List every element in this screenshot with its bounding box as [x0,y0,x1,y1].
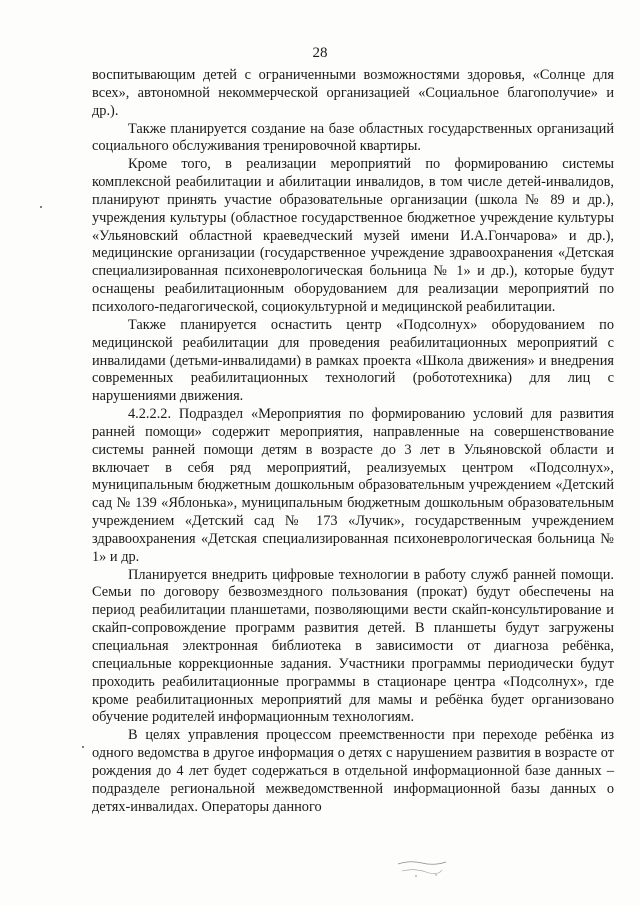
scan-speck [82,746,84,748]
scan-speck [40,206,42,208]
paragraph-5: 4.2.2.2. Подраздел «Мероприятия по формированию условий для развития ранней помощи» содержит мероприятия, направленные на совершенствование системы ранней помощи детям в возрасте до 3 лет в Ульяновской области и включает в себя ряд мероприятий, реализуемых центром «Подсолнух», муниципальным бюджетным дошкольным образовательным учреждением «Детский сад № 139 «Яблонька», муниципальным бюджетным дошкольным образовательным учреждением «Детский сад № 173 «Лучик», государственным учреждением здравоохранения «Детская специализированная психоневрологическая больница № 1» и др. [92,406,614,565]
scan-artifact [392,856,452,880]
document-body [92,67,614,816]
page-number: 28 [312,45,328,61]
paragraph-1: воспитывающим детей с ограниченными возможностями здоровья, «Солнце для всех», автономной некоммерческой организацией «Социальное благополучие» и др.). [92,67,614,119]
paragraph-3: Кроме того, в реализации мероприятий по формированию системы комплексной реабилитации и абилитации инвалидов, в том числе детей-инвалидов, планируют принять участие образовательные организации (школа № 89 и др.), учреждения культуры (областное государственное бюджетное учреждение культуры «Ульяновский областной краеведческий музей имени И.А.Гончарова» и др.), медицинские организации (государственное учреждение здравоохранения «Детская специализированная психоневрологическая больница № 1» и др.), которые будут оснащены реабилитационным оборудованием для реализации мероприятий по психолого-педагогической, социокультурной и медицинской реабилитации. [92,156,614,315]
paragraph-7: В целях управления процессом преемственности при переходе ребёнка из одного ведомства в другое информация о детях с нарушением развития в возрасте от рождения до 4 лет будет содержаться в отдельной информационной базе данных – подразделе региональной межведомственной информационной базы данных о детях-инвалидах. Операторы данного [92,727,614,815]
paragraph-2: Также планируется создание на базе областных государственных организаций социального обслуживания тренировочной квартиры. [92,120,614,155]
paragraph-6: Планируется внедрить цифровые технологии в работу служб ранней помощи. Семьи по договору безвозмездного пользования (прокат) будут обеспечены на период реабилитации планшетами, позволяющими вести скайп-консультирование и скайп-сопровождение программ развития детей. В планшеты будут загружены специальная электронная библиотека в зависимости от диагноза ребёнка, специальные коррекционные задания. Участники программы периодически будут проходить реабилитационные программы в стационаре центра «Подсолнух», где кроме реабилитационных мероприятий для мамы и ребёнка будет организовано обучение родителей информационным технологиям. [92,566,614,726]
paragraph-4: Также планируется оснастить центр «Подсолнух» оборудованием по медицинской реабилитации для проведения реабилитационных мероприятий с инвалидами (детьми-инвалидами) в рамках проекта «Школа движения» и внедрения современных реабилитационных технологий (робототехника) для лиц с нарушениями движения. [92,316,614,405]
